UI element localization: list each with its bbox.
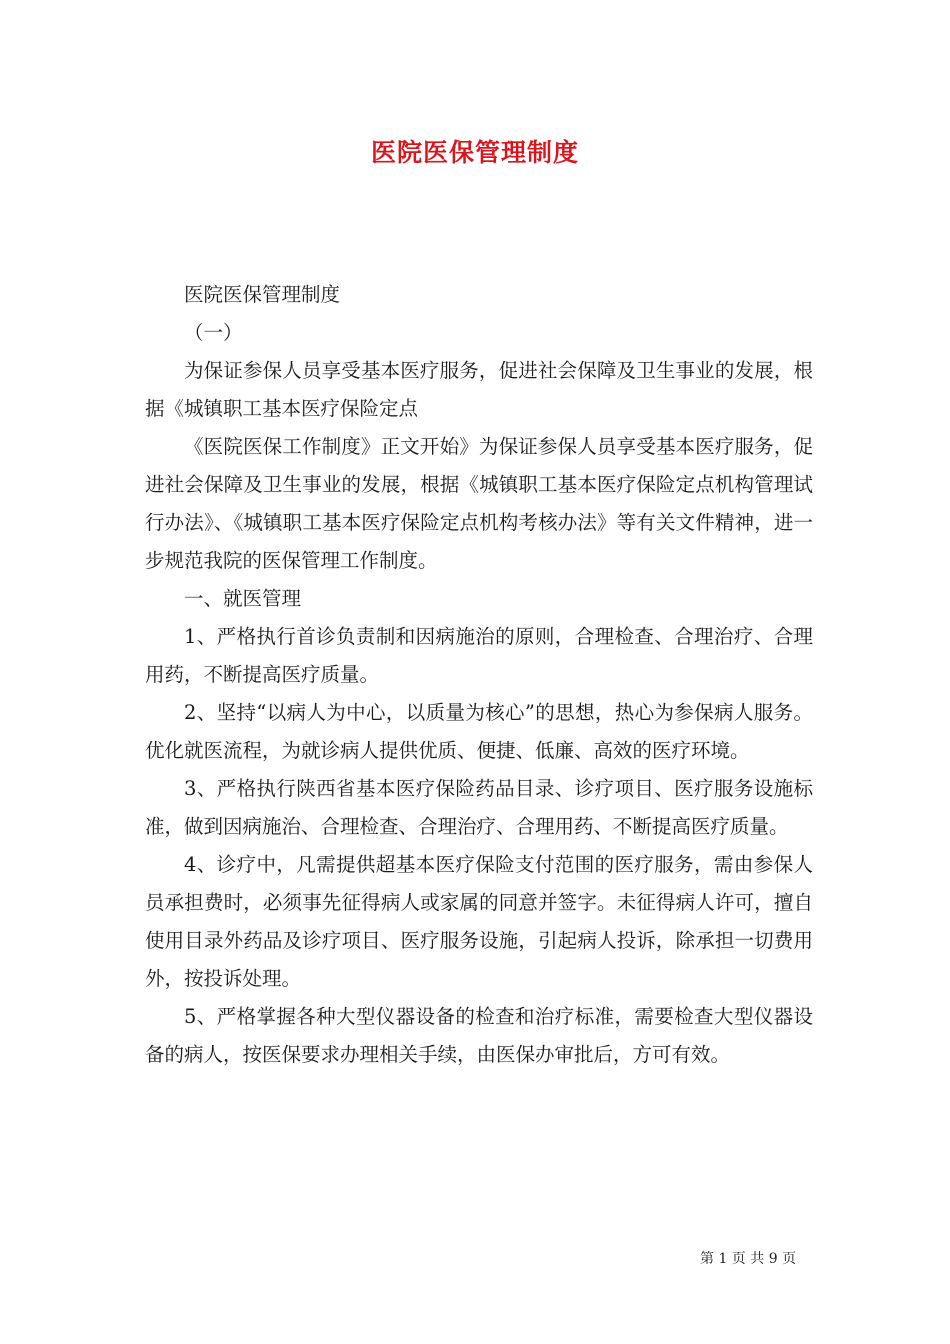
document-body: [145, 276, 813, 1074]
list-item: 4、诊疗中，凡需提供超基本医疗保险支付范围的医疗服务，需由参保人员承担费时，必须事先征得病人或家属的同意并签字。未征得病人许可，擅自使用目录外药品及诊疗项目、医疗服务设施，引起病人投诉，除承担一切费用外，按投诉处理。: [145, 853, 813, 990]
list-item: 5、严格掌握各种大型仪器设备的检查和治疗标准，需要检查大型仪器设备的病人，按医保要求办理相关手续，由医保办审批后，方可有效。: [145, 1005, 813, 1066]
document-title: 医院医保管理制度: [370, 138, 579, 167]
paragraph-section-number: （一）: [184, 321, 243, 344]
page-number: 第 1 页 共 9 页: [700, 1251, 797, 1267]
list-item: 2、坚持“以病人为中心，以质量为核心”的思想，热心为参保病人服务。优化就医流程，为就诊病人提供优质、便捷、低廉、高效的医疗环境。: [145, 701, 813, 762]
paragraph: 为保证参保人员享受基本医疗服务，促进社会保障及卫生事业的发展，根据《城镇职工基本医疗保险定点: [145, 359, 813, 420]
list-item: 3、严格执行陕西省基本医疗保险药品目录、诊疗项目、医疗服务设施标准，做到因病施治、合理检查、合理治疗、合理用药、不断提高医疗质量。: [145, 777, 813, 838]
list-item: 1、严格执行首诊负责制和因病施治的原则，合理检查、合理治疗、合理用药，不断提高医疗质量。: [145, 625, 813, 686]
section-heading-medical-management: 一、就医管理: [184, 587, 302, 610]
paragraph-heading: 医院医保管理制度: [184, 283, 341, 306]
paragraph: 《医院医保工作制度》正文开始》为保证参保人员享受基本医疗服务，促进社会保障及卫生事业的发展，根据《城镇职工基本医疗保险定点机构管理试行办法》、《城镇职工基本医疗保险定点机构考核办法》等有关文件精神，进一步规范我院的医保管理工作制度。: [145, 435, 813, 572]
